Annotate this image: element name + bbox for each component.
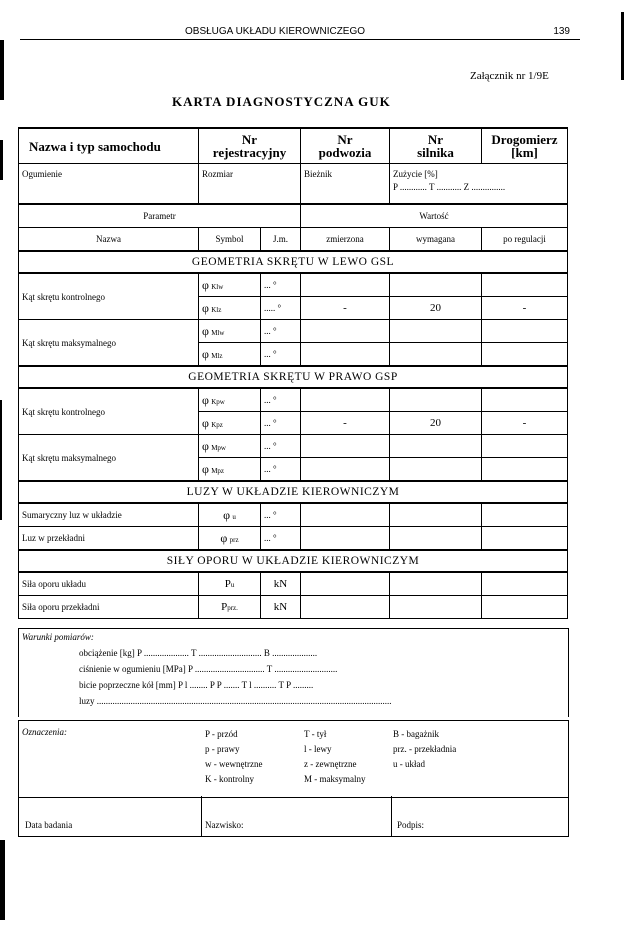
phi-symbol: φ	[202, 415, 209, 430]
measured-cell[interactable]	[301, 596, 390, 619]
after-adjustment-cell[interactable]: -	[482, 412, 568, 435]
pressure-label: ciśnienie w ogumieniu [MPa]	[79, 664, 186, 674]
surname-label[interactable]: Nazwisko:	[205, 820, 244, 830]
symbol-subscript: Kpw	[211, 397, 225, 406]
symbol-subscript: Klz	[211, 305, 222, 314]
symbol-main: P	[221, 601, 228, 613]
symbol-cell	[199, 527, 261, 551]
section-row	[19, 251, 568, 273]
table-row	[19, 388, 568, 412]
wear-fields: P ............ T ........... Z ...............	[393, 182, 506, 192]
section-luzy: LUZY W UKŁADZIE KIEROWNICZYM	[19, 481, 568, 503]
table-row	[19, 435, 568, 458]
measured-header: zmierzona	[301, 228, 390, 252]
parameter-header: Parametr	[19, 204, 301, 228]
required-cell[interactable]	[390, 435, 482, 458]
phi-symbol: φ	[223, 507, 231, 522]
registration-line1: Nr	[241, 132, 258, 147]
legend-column-2	[304, 727, 366, 787]
symbol-main: P	[224, 578, 231, 590]
exam-date-label[interactable]: Data badania	[25, 820, 73, 830]
table-row	[19, 503, 568, 527]
gsp-control-angle-label: Kąt skrętu kontrolnego	[19, 388, 199, 435]
symbol-cell	[199, 388, 261, 412]
page-number: 139	[553, 26, 570, 37]
symbol-cell	[199, 596, 261, 619]
table-row	[19, 527, 568, 551]
legend-item: B - bagażnik	[393, 729, 439, 739]
engine-line2: silnika	[417, 145, 454, 160]
required-cell[interactable]	[390, 596, 482, 619]
unit-header: J.m.	[261, 228, 301, 252]
annex-label: Załącznik nr 1/9E	[470, 70, 549, 82]
after-adjustment-cell[interactable]	[482, 435, 568, 458]
legend-item: M - maksymalny	[304, 774, 366, 784]
wear-label: Zużycie [%]	[393, 169, 438, 179]
symbol-subscript: prz	[229, 535, 239, 544]
registration-header	[199, 128, 301, 164]
section-gsp: GEOMETRIA SKRĘTU W PRAWO GSP	[19, 366, 568, 388]
chassis-header	[301, 128, 390, 164]
scan-edge-left	[0, 840, 5, 920]
symbol-cell	[199, 572, 261, 596]
page-title: KARTA DIAGNOSTYCZNA GUK	[172, 94, 391, 109]
footer-divider	[201, 796, 202, 836]
symbol-subscript: prz.	[227, 604, 238, 612]
symbol-subscript: Klw	[211, 282, 224, 291]
section-sily: SIŁY OPORU W UKŁADZIE KIEROWNICZYM	[19, 550, 568, 572]
system-resistance-label: Siła oporu układu	[19, 572, 199, 596]
legend-item: l - lewy	[304, 744, 332, 754]
vehicle-name-header: Nazwa i typ samochodu	[19, 128, 199, 164]
measured-cell[interactable]	[301, 503, 390, 527]
required-cell[interactable]: 20	[390, 297, 482, 320]
measured-cell[interactable]: -	[301, 412, 390, 435]
legend-column-1	[205, 727, 262, 787]
required-cell[interactable]: 20	[390, 412, 482, 435]
engine-header	[390, 128, 482, 164]
engine-line1: Nr	[427, 132, 444, 147]
signature-box	[18, 796, 569, 837]
required-cell[interactable]	[390, 503, 482, 527]
after-adjustment-cell[interactable]	[482, 503, 568, 527]
pressure-line	[79, 664, 337, 674]
measured-cell[interactable]	[301, 320, 390, 343]
scan-edge-left	[0, 140, 3, 180]
after-adjustment-cell[interactable]	[482, 458, 568, 482]
required-cell[interactable]	[390, 273, 482, 297]
signature-label[interactable]: Podpis:	[397, 820, 425, 830]
total-play-label: Sumaryczny luz w układzie	[19, 503, 199, 527]
tyre-label: Ogumienie	[19, 164, 199, 205]
phi-symbol: φ	[202, 461, 209, 476]
scan-edge-left	[0, 400, 2, 520]
required-cell[interactable]	[390, 320, 482, 343]
required-cell[interactable]	[390, 458, 482, 482]
section-gsl: GEOMETRIA SKRĘTU W LEWO GSL	[19, 251, 568, 273]
param-header-row	[19, 204, 568, 228]
legend-box	[18, 720, 569, 798]
symbol-cell	[199, 320, 261, 343]
phi-symbol: φ	[202, 392, 209, 407]
after-adjustment-cell[interactable]	[482, 273, 568, 297]
diagnostic-table	[18, 127, 568, 619]
required-cell[interactable]	[390, 572, 482, 596]
unit-cell: kN	[261, 572, 301, 596]
gear-resistance-label: Siła oporu przekładni	[19, 596, 199, 619]
after-adjustment-cell[interactable]	[482, 343, 568, 367]
load-label: obciążenie [kg]	[79, 648, 135, 658]
pressure-fields[interactable]: P ............................... T ............................	[187, 664, 338, 674]
after-adjustment-cell[interactable]	[482, 320, 568, 343]
unit-cell: kN	[261, 596, 301, 619]
runout-line	[79, 680, 313, 690]
unit-cell: ... °	[261, 343, 301, 367]
phi-symbol: φ	[202, 300, 209, 315]
unit-cell: ... °	[261, 388, 301, 412]
measured-cell[interactable]	[301, 527, 390, 551]
symbol-cell	[199, 412, 261, 435]
value-header: Wartość	[301, 204, 568, 228]
after-adjustment-cell[interactable]	[482, 527, 568, 551]
table-row	[19, 273, 568, 297]
legend-item: z - zewnętrzne	[304, 759, 357, 769]
unit-cell: ... °	[261, 503, 301, 527]
unit-cell: ..... °	[261, 297, 301, 320]
chassis-line2: podwozia	[318, 145, 372, 160]
table-row	[19, 320, 568, 343]
measured-cell[interactable]	[301, 343, 390, 367]
section-row	[19, 366, 568, 388]
required-cell[interactable]	[390, 343, 482, 367]
after-adjustment-cell[interactable]: -	[482, 297, 568, 320]
symbol-subscript: Mpz	[211, 466, 225, 475]
symbol-cell	[199, 435, 261, 458]
param-subheader-row	[19, 228, 568, 252]
after-adjustment-cell[interactable]	[482, 572, 568, 596]
measured-cell[interactable]	[301, 273, 390, 297]
symbol-subscript: u	[232, 512, 236, 521]
symbol-subscript: Mlw	[211, 328, 225, 337]
name-header: Nazwa	[19, 228, 199, 252]
runout-fields[interactable]: P l ........ P P ....... T l .......... T P .........	[177, 680, 314, 690]
phi-symbol: φ	[202, 438, 209, 453]
unit-cell: ... °	[261, 412, 301, 435]
section-row	[19, 550, 568, 572]
odometer-line1: Drogomierz	[491, 132, 558, 147]
play-fields[interactable]: ...................................................................................................................................	[96, 696, 392, 706]
phi-symbol: φ	[202, 277, 209, 292]
legend-item: w - wewnętrzne	[205, 759, 263, 769]
unit-cell: ... °	[261, 527, 301, 551]
play-label: luzy	[79, 696, 95, 706]
measured-cell[interactable]	[301, 435, 390, 458]
legend-item: P - przód	[205, 729, 238, 739]
required-header: wymagana	[390, 228, 482, 252]
symbol-cell	[199, 273, 261, 297]
measured-cell[interactable]	[301, 572, 390, 596]
tread-label: Bieżnik	[301, 164, 390, 205]
unit-cell: ... °	[261, 273, 301, 297]
registration-line2: rejestracyjny	[212, 145, 287, 160]
wear-cell	[390, 164, 568, 205]
phi-symbol: φ	[202, 323, 209, 338]
page-header	[20, 26, 580, 38]
odometer-line2: [km]	[511, 145, 538, 160]
symbol-cell	[199, 297, 261, 320]
symbol-cell	[199, 503, 261, 527]
required-cell[interactable]	[390, 527, 482, 551]
symbol-cell	[199, 343, 261, 367]
legend-column-3	[393, 727, 456, 772]
load-line	[79, 648, 317, 658]
section-row	[19, 481, 568, 503]
runout-label: bicie poprzeczne kół [mm]	[79, 680, 176, 690]
tyre-row	[19, 164, 568, 205]
symbol-header: Symbol	[199, 228, 261, 252]
unit-cell: ... °	[261, 320, 301, 343]
load-fields[interactable]: P .................... T ............................ B ....................	[136, 648, 318, 658]
symbol-subscript: Mlz	[211, 351, 223, 360]
table-row	[19, 572, 568, 596]
gear-play-label: Luz w przekładni	[19, 527, 199, 551]
symbol-cell	[199, 458, 261, 482]
legend-item: prz. - przekładnia	[393, 744, 457, 754]
required-cell[interactable]	[390, 388, 482, 412]
gsl-control-angle-label: Kąt skrętu kontrolnego	[19, 273, 199, 320]
gsp-max-angle-label: Kąt skrętu maksymalnego	[19, 435, 199, 482]
unit-cell: ... °	[261, 435, 301, 458]
tyre-size-label: Rozmiar	[199, 164, 301, 205]
running-title: OBSŁUGA UKŁADU KIEROWNICZEGO	[185, 26, 366, 37]
after-adjustment-cell[interactable]	[482, 388, 568, 412]
measurement-conditions	[18, 628, 569, 717]
legend-item: u - układ	[393, 759, 425, 769]
header-rule	[20, 39, 580, 40]
scan-edge-right	[621, 12, 624, 80]
conditions-heading: Warunki pomiarów:	[22, 632, 94, 642]
after-adjustment-cell[interactable]	[482, 596, 568, 619]
measured-cell[interactable]	[301, 458, 390, 482]
play-line	[79, 696, 392, 706]
footer-divider	[391, 796, 392, 836]
scan-edge-left	[0, 40, 4, 100]
symbol-subscript: Mpw	[211, 443, 226, 452]
measured-cell[interactable]: -	[301, 297, 390, 320]
chassis-line1: Nr	[337, 132, 353, 147]
table-row	[19, 596, 568, 619]
phi-symbol: φ	[220, 530, 228, 545]
legend-item: T - tył	[304, 729, 327, 739]
after-adjustment-header: po regulacji	[482, 228, 568, 252]
legend-heading: Oznaczenia:	[22, 727, 67, 737]
symbol-subscript: Kpz	[211, 420, 223, 429]
measured-cell[interactable]	[301, 388, 390, 412]
symbol-subscript: u	[230, 581, 235, 589]
vehicle-row	[19, 128, 568, 164]
unit-cell: ... °	[261, 458, 301, 482]
legend-item: K - kontrolny	[205, 774, 254, 784]
gsl-max-angle-label: Kąt skrętu maksymalnego	[19, 320, 199, 367]
phi-symbol: φ	[202, 346, 209, 361]
legend-item: p - prawy	[205, 744, 240, 754]
odometer-header	[482, 128, 568, 164]
